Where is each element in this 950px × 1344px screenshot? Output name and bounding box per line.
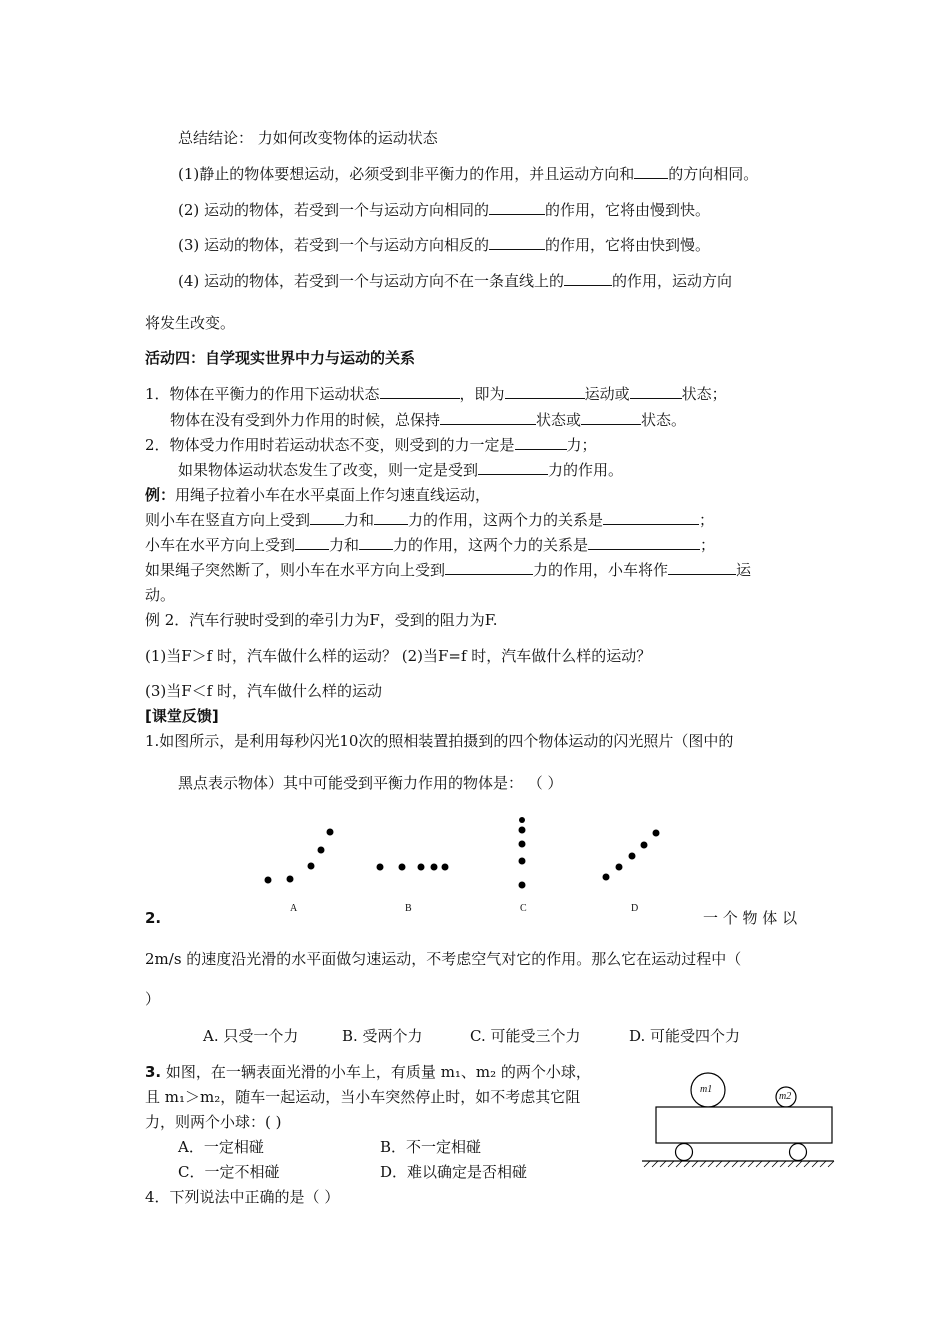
text: 2．物体受力作用时若运动状态不变，则受到的力一定是 [145, 436, 515, 454]
blank [374, 510, 408, 525]
activity4-ex1 [145, 510, 714, 530]
feedback-q2c: ） [145, 990, 161, 1008]
q3-number: 3. [145, 1063, 162, 1081]
blank [630, 384, 682, 399]
blank [380, 384, 460, 399]
summary-item-1-text: (1)静止的物体要想运动，必须受到非平衡力的作用，并且运动方向和 [178, 165, 635, 183]
feedback-q2-number: 2. [145, 909, 162, 927]
q3-option-c: C．一定不相碰 [178, 1163, 280, 1181]
dot [418, 864, 425, 871]
text: 则小车在竖直方向上受到 [145, 511, 311, 529]
text: 力和 [344, 511, 375, 529]
feedback-q1a: 1.如图所示，是利用每秒闪光10次的照相装置拍摄到的四个物体运动的闪光照片（图中的 [145, 732, 734, 750]
ball-m2-label: m2 [779, 1091, 792, 1102]
summary-tail: 将发生改变。 [145, 314, 236, 332]
blank [505, 384, 585, 399]
example2-q3: (3)当F＜f 时，汽车做什么样的运动 [145, 682, 382, 700]
feedback-q2-right: 一 个 物 体 以 [703, 909, 798, 927]
blank [295, 535, 329, 550]
summary-item-4-text: (4) 运动的物体，若受到一个与运动方向不在一条直线上的 [178, 272, 565, 290]
figure-b [377, 864, 449, 871]
feedback-q3b: 且 m₁＞m₂，随车一起运动，当小车突然停止时，如不考虑其它阻 [145, 1088, 581, 1106]
cart-body [656, 1107, 832, 1143]
text: 力； [566, 436, 597, 454]
dot [616, 864, 623, 871]
feedback-q3a [145, 1062, 591, 1082]
summary-title: 总结结论： 力如何改变物体的运动状态 [178, 129, 438, 147]
text: 力的作用，小车将作 [533, 561, 669, 579]
dot [287, 876, 294, 883]
figure-label-d: D [631, 903, 639, 914]
dot [308, 863, 315, 870]
dot [653, 830, 660, 837]
dot [519, 817, 525, 823]
figure-label-a: A [290, 903, 298, 914]
summary-item-2-text: (2) 运动的物体，若受到一个与运动方向相同的 [178, 201, 490, 219]
dot [327, 829, 334, 836]
text: 力的作用，这两个力的关系是 [393, 536, 589, 554]
blank [668, 560, 736, 575]
blank [634, 164, 668, 179]
blank [588, 535, 700, 550]
activity4-example [145, 485, 490, 505]
text: 状态； [681, 385, 727, 403]
blank [581, 410, 641, 425]
q2-option-b: B. 受两个力 [342, 1027, 423, 1045]
ground-hatching [644, 1161, 834, 1167]
dot [519, 882, 526, 889]
blank [564, 271, 612, 286]
activity4-ex2 [145, 535, 715, 555]
blank [489, 200, 545, 215]
activity4-q1b [170, 410, 686, 430]
blank [310, 510, 344, 525]
text: 小车在水平方向上受到 [145, 536, 296, 554]
figure-label-b: B [405, 903, 412, 914]
dot [603, 874, 610, 881]
dot [318, 847, 325, 854]
blank [603, 510, 699, 525]
text: 状态。 [641, 411, 687, 429]
summary-item-4 [178, 271, 732, 291]
text: 状态或 [536, 411, 582, 429]
text: 1．物体在平衡力的作用下运动状态 [145, 385, 380, 403]
text: ，即为 [459, 385, 505, 403]
summary-item-2-tail: 的作用，它将由慢到快。 [545, 201, 711, 219]
activity4-q2a [145, 435, 597, 455]
blank [478, 460, 548, 475]
ball-m1-label: m1 [700, 1084, 713, 1095]
example2-q1: (1)当F＞f 时，汽车做什么样的运动？ (2)当F=f 时，汽车做什么样的运动？ [145, 647, 652, 665]
summary-item-1-tail: 的方向相同。 [668, 165, 759, 183]
summary-item-3-text: (3) 运动的物体，若受到一个与运动方向相反的 [178, 236, 490, 254]
example2-title: 例 2．汽车行驶时受到的牵引力为F，受到的阻力为F. [145, 611, 498, 629]
q2-option-c: C. 可能受三个力 [470, 1027, 581, 1045]
activity4-ex3-tail: 动。 [145, 586, 176, 604]
dot [431, 864, 438, 871]
blank [359, 535, 393, 550]
q2-option-a: A. 只受一个力 [203, 1027, 299, 1045]
summary-item-4-tail: 的作用，运动方向 [612, 272, 733, 290]
activity4-q2b [178, 460, 623, 480]
feedback-q2b: 2m/s 的速度沿光滑的水平面做匀速运动，不考虑空气对它的作用。那么它在运动过程中（ [145, 950, 742, 968]
cart-wheel-right [790, 1144, 807, 1161]
dot [377, 864, 384, 871]
text: ； [699, 511, 715, 529]
text: 力的作用，这两个力的关系是 [408, 511, 604, 529]
dot [519, 858, 526, 865]
q3-option-b: B．不一定相碰 [380, 1138, 482, 1156]
feedback-q3c: 力，则两个小球：( ) [145, 1113, 282, 1131]
text: ； [700, 536, 716, 554]
summary-item-1 [178, 164, 758, 184]
q3-option-a: A．一定相碰 [178, 1138, 264, 1156]
dot [399, 864, 406, 871]
figure-a [265, 829, 334, 884]
text: 如果物体运动状态发生了改变，则一定是受到 [178, 461, 479, 479]
activity4-q1a [145, 384, 727, 404]
flash-photo-figure [250, 810, 670, 920]
text: 力和 [329, 536, 360, 554]
text: 运 [736, 561, 752, 579]
dot [629, 853, 636, 860]
q3-option-d: D．难以确定是否相碰 [380, 1163, 528, 1181]
text: 如图，在一辆表面光滑的小车上，有质量 m₁、m₂ 的两个小球， [165, 1063, 591, 1081]
summary-item-2 [178, 200, 710, 220]
feedback-q4: 4．下列说法中正确的是（ ） [145, 1188, 340, 1206]
feedback-heading: [课堂反馈] [145, 707, 219, 725]
feedback-q1b: 黑点表示物体）其中可能受到平衡力作用的物体是： （ ） [178, 774, 563, 792]
figure-label-c: C [520, 903, 527, 914]
dot [519, 827, 526, 834]
example-label: 例： [145, 486, 176, 504]
cart-wheel-left [676, 1144, 693, 1161]
figure-c [519, 817, 526, 889]
activity4-heading: 活动四：自学现实世界中力与运动的关系 [145, 349, 416, 367]
q2-option-d: D. 可能受四个力 [629, 1027, 741, 1045]
figure-d [603, 830, 660, 881]
text: 用绳子拉着小车在水平桌面上作匀速直线运动， [175, 486, 491, 504]
cart-diagram [640, 1070, 840, 1175]
dot [641, 842, 648, 849]
dot [519, 841, 526, 848]
text: 运动或 [584, 385, 630, 403]
blank [515, 435, 567, 450]
blank [445, 560, 533, 575]
summary-item-3-tail: 的作用，它将由快到慢。 [545, 236, 711, 254]
text: 如果绳子突然断了，则小车在水平方向上受到 [145, 561, 446, 579]
dot [442, 864, 449, 871]
text: 力的作用。 [548, 461, 624, 479]
blank [440, 410, 536, 425]
summary-item-3 [178, 235, 710, 255]
text: 物体在没有受到外力作用的时候，总保持 [170, 411, 441, 429]
blank [489, 235, 545, 250]
dot [265, 877, 272, 884]
activity4-ex3 [145, 560, 751, 580]
